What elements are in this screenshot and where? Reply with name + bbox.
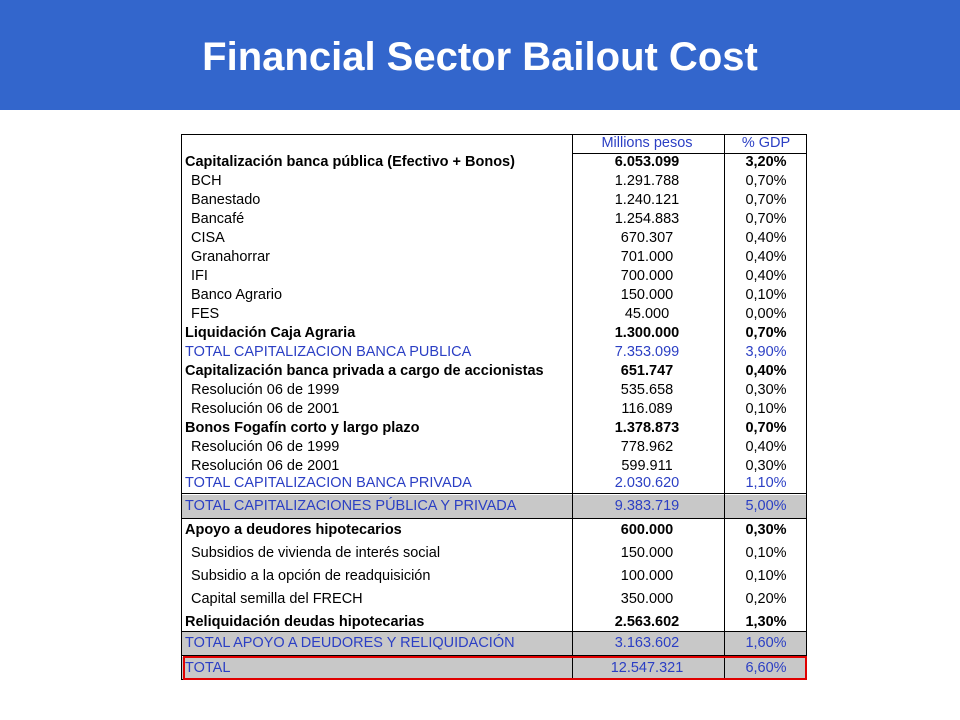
col-header-gdp: % GDP (741, 135, 791, 151)
row-label: Granahorrar (191, 249, 270, 265)
section-divider (181, 493, 807, 494)
section-divider (181, 518, 807, 519)
row-gdp: 5,00% (745, 498, 787, 514)
row-gdp: 3,90% (745, 344, 787, 360)
row-gdp: 6,60% (745, 660, 787, 676)
row-pesos: 100.000 (620, 568, 674, 584)
table-row (181, 438, 807, 457)
row-pesos: 45.000 (624, 306, 670, 322)
row-gdp: 0,20% (745, 591, 787, 607)
table-border-top (181, 134, 807, 135)
table-header-row (181, 134, 807, 153)
row-pesos: 9.383.719 (614, 498, 680, 514)
table-column-divider (572, 134, 573, 680)
table-row-grand-total (181, 495, 807, 518)
row-gdp: 0,40% (745, 249, 787, 265)
row-label: Capitalización banca privada a cargo de accionistas (185, 363, 544, 379)
table-border-right (806, 134, 807, 680)
row-pesos: 651.747 (620, 363, 674, 379)
table-row (181, 191, 807, 210)
row-gdp: 0,40% (745, 268, 787, 284)
table-row-subtotal (181, 343, 807, 362)
row-pesos: 2.030.620 (614, 475, 680, 491)
row-label: Capitalización banca pública (Efectivo + Bonos) (185, 154, 515, 170)
row-pesos: 150.000 (620, 545, 674, 561)
row-gdp: 0,30% (745, 522, 787, 538)
row-label: Bonos Fogafín corto y largo plazo (185, 420, 420, 436)
row-pesos: 116.089 (621, 401, 673, 417)
table-row (181, 400, 807, 419)
row-gdp: 0,00% (745, 306, 787, 322)
table-border-left (181, 134, 182, 680)
row-gdp: 0,70% (745, 192, 787, 208)
row-pesos: 1.240.121 (614, 192, 680, 208)
row-gdp: 0,40% (745, 439, 787, 455)
row-label: Subsidios de vivienda de interés social (191, 545, 441, 561)
row-gdp: 0,30% (745, 382, 787, 398)
row-pesos: 3.163.602 (614, 635, 680, 651)
row-label: Apoyo a deudores hipotecarios (185, 522, 402, 538)
row-label: Resolución 06 de 2001 (191, 401, 340, 417)
row-gdp: 0,70% (745, 173, 787, 189)
row-label: BCH (191, 173, 222, 189)
row-pesos: 1.291.788 (614, 173, 680, 189)
table-row (181, 286, 807, 305)
row-label: TOTAL APOYO A DEUDORES Y RELIQUIDACIÓN (185, 635, 515, 651)
section-divider (181, 631, 807, 632)
table-row (181, 172, 807, 191)
row-pesos: 778.962 (620, 439, 674, 455)
row-pesos: 1.254.883 (614, 211, 680, 227)
row-gdp: 0,10% (745, 401, 787, 417)
header-divider (572, 153, 807, 154)
table-row (181, 210, 807, 229)
table-column-divider (724, 134, 725, 680)
row-pesos: 2.563.602 (614, 614, 680, 630)
row-label: CISA (191, 230, 225, 246)
row-pesos: 1.300.000 (614, 325, 680, 341)
row-gdp: 3,20% (745, 154, 787, 170)
table-row (181, 267, 807, 286)
row-label: TOTAL CAPITALIZACION BANCA PRIVADA (185, 475, 472, 491)
row-label: Resolución 06 de 1999 (191, 382, 340, 398)
row-label: Banco Agrario (191, 287, 283, 303)
row-label: TOTAL CAPITALIZACION BANCA PUBLICA (185, 344, 472, 360)
row-gdp: 0,70% (745, 325, 787, 341)
row-pesos: 700.000 (620, 268, 674, 284)
table-row (181, 248, 807, 267)
row-label: Banestado (191, 192, 261, 208)
row-gdp: 0,10% (745, 287, 787, 303)
row-label: TOTAL CAPITALIZACIONES PÚBLICA Y PRIVADA (185, 498, 517, 514)
row-pesos: 535.658 (620, 382, 674, 398)
row-gdp: 0,10% (745, 568, 787, 584)
table-row (181, 153, 807, 172)
row-gdp: 0,30% (745, 458, 787, 474)
row-gdp: 0,40% (745, 230, 787, 246)
row-gdp: 0,40% (745, 363, 787, 379)
row-pesos: 670.307 (620, 230, 674, 246)
table-row-grand-total (181, 632, 807, 655)
table-row (181, 362, 807, 381)
row-label: Resolución 06 de 2001 (191, 458, 340, 474)
table-row-subtotal (181, 474, 807, 493)
table-row (181, 229, 807, 248)
row-pesos: 12.547.321 (610, 660, 684, 676)
row-label: Subsidio a la opción de readquisición (191, 568, 431, 584)
row-label: FES (191, 306, 220, 322)
row-label: TOTAL (185, 660, 231, 676)
row-pesos: 7.353.099 (614, 344, 680, 360)
table-row (181, 324, 807, 343)
table-row (181, 305, 807, 324)
row-gdp: 0,70% (745, 211, 787, 227)
table-row (181, 381, 807, 400)
row-pesos: 600.000 (620, 522, 674, 538)
col-header-millions-pesos: Millions pesos (601, 135, 693, 151)
title-banner (0, 0, 960, 110)
table-row (181, 519, 807, 542)
table-row (181, 565, 807, 588)
total-highlight-box (183, 656, 807, 680)
row-pesos: 1.378.873 (614, 420, 680, 436)
row-gdp: 0,70% (745, 420, 787, 436)
row-label: Capital semilla del FRECH (191, 591, 363, 607)
row-label: Resolución 06 de 1999 (191, 439, 340, 455)
table-row (181, 419, 807, 438)
row-label: IFI (191, 268, 208, 284)
row-label: Liquidación Caja Agraria (185, 325, 356, 341)
row-gdp: 1,30% (745, 614, 787, 630)
row-pesos: 6.053.099 (614, 154, 680, 170)
table-row (181, 542, 807, 565)
row-gdp: 1,10% (745, 475, 787, 491)
slide-title: Financial Sector Bailout Cost (202, 35, 758, 79)
row-pesos: 350.000 (620, 591, 674, 607)
row-gdp: 0,10% (745, 545, 787, 561)
row-pesos: 150.000 (620, 287, 674, 303)
row-gdp: 1,60% (745, 635, 787, 651)
row-label: Bancafé (191, 211, 245, 227)
row-pesos: 599.911 (621, 458, 673, 474)
table-row (181, 588, 807, 611)
row-label: Reliquidación deudas hipotecarias (185, 614, 425, 630)
row-pesos: 701.000 (620, 249, 674, 265)
